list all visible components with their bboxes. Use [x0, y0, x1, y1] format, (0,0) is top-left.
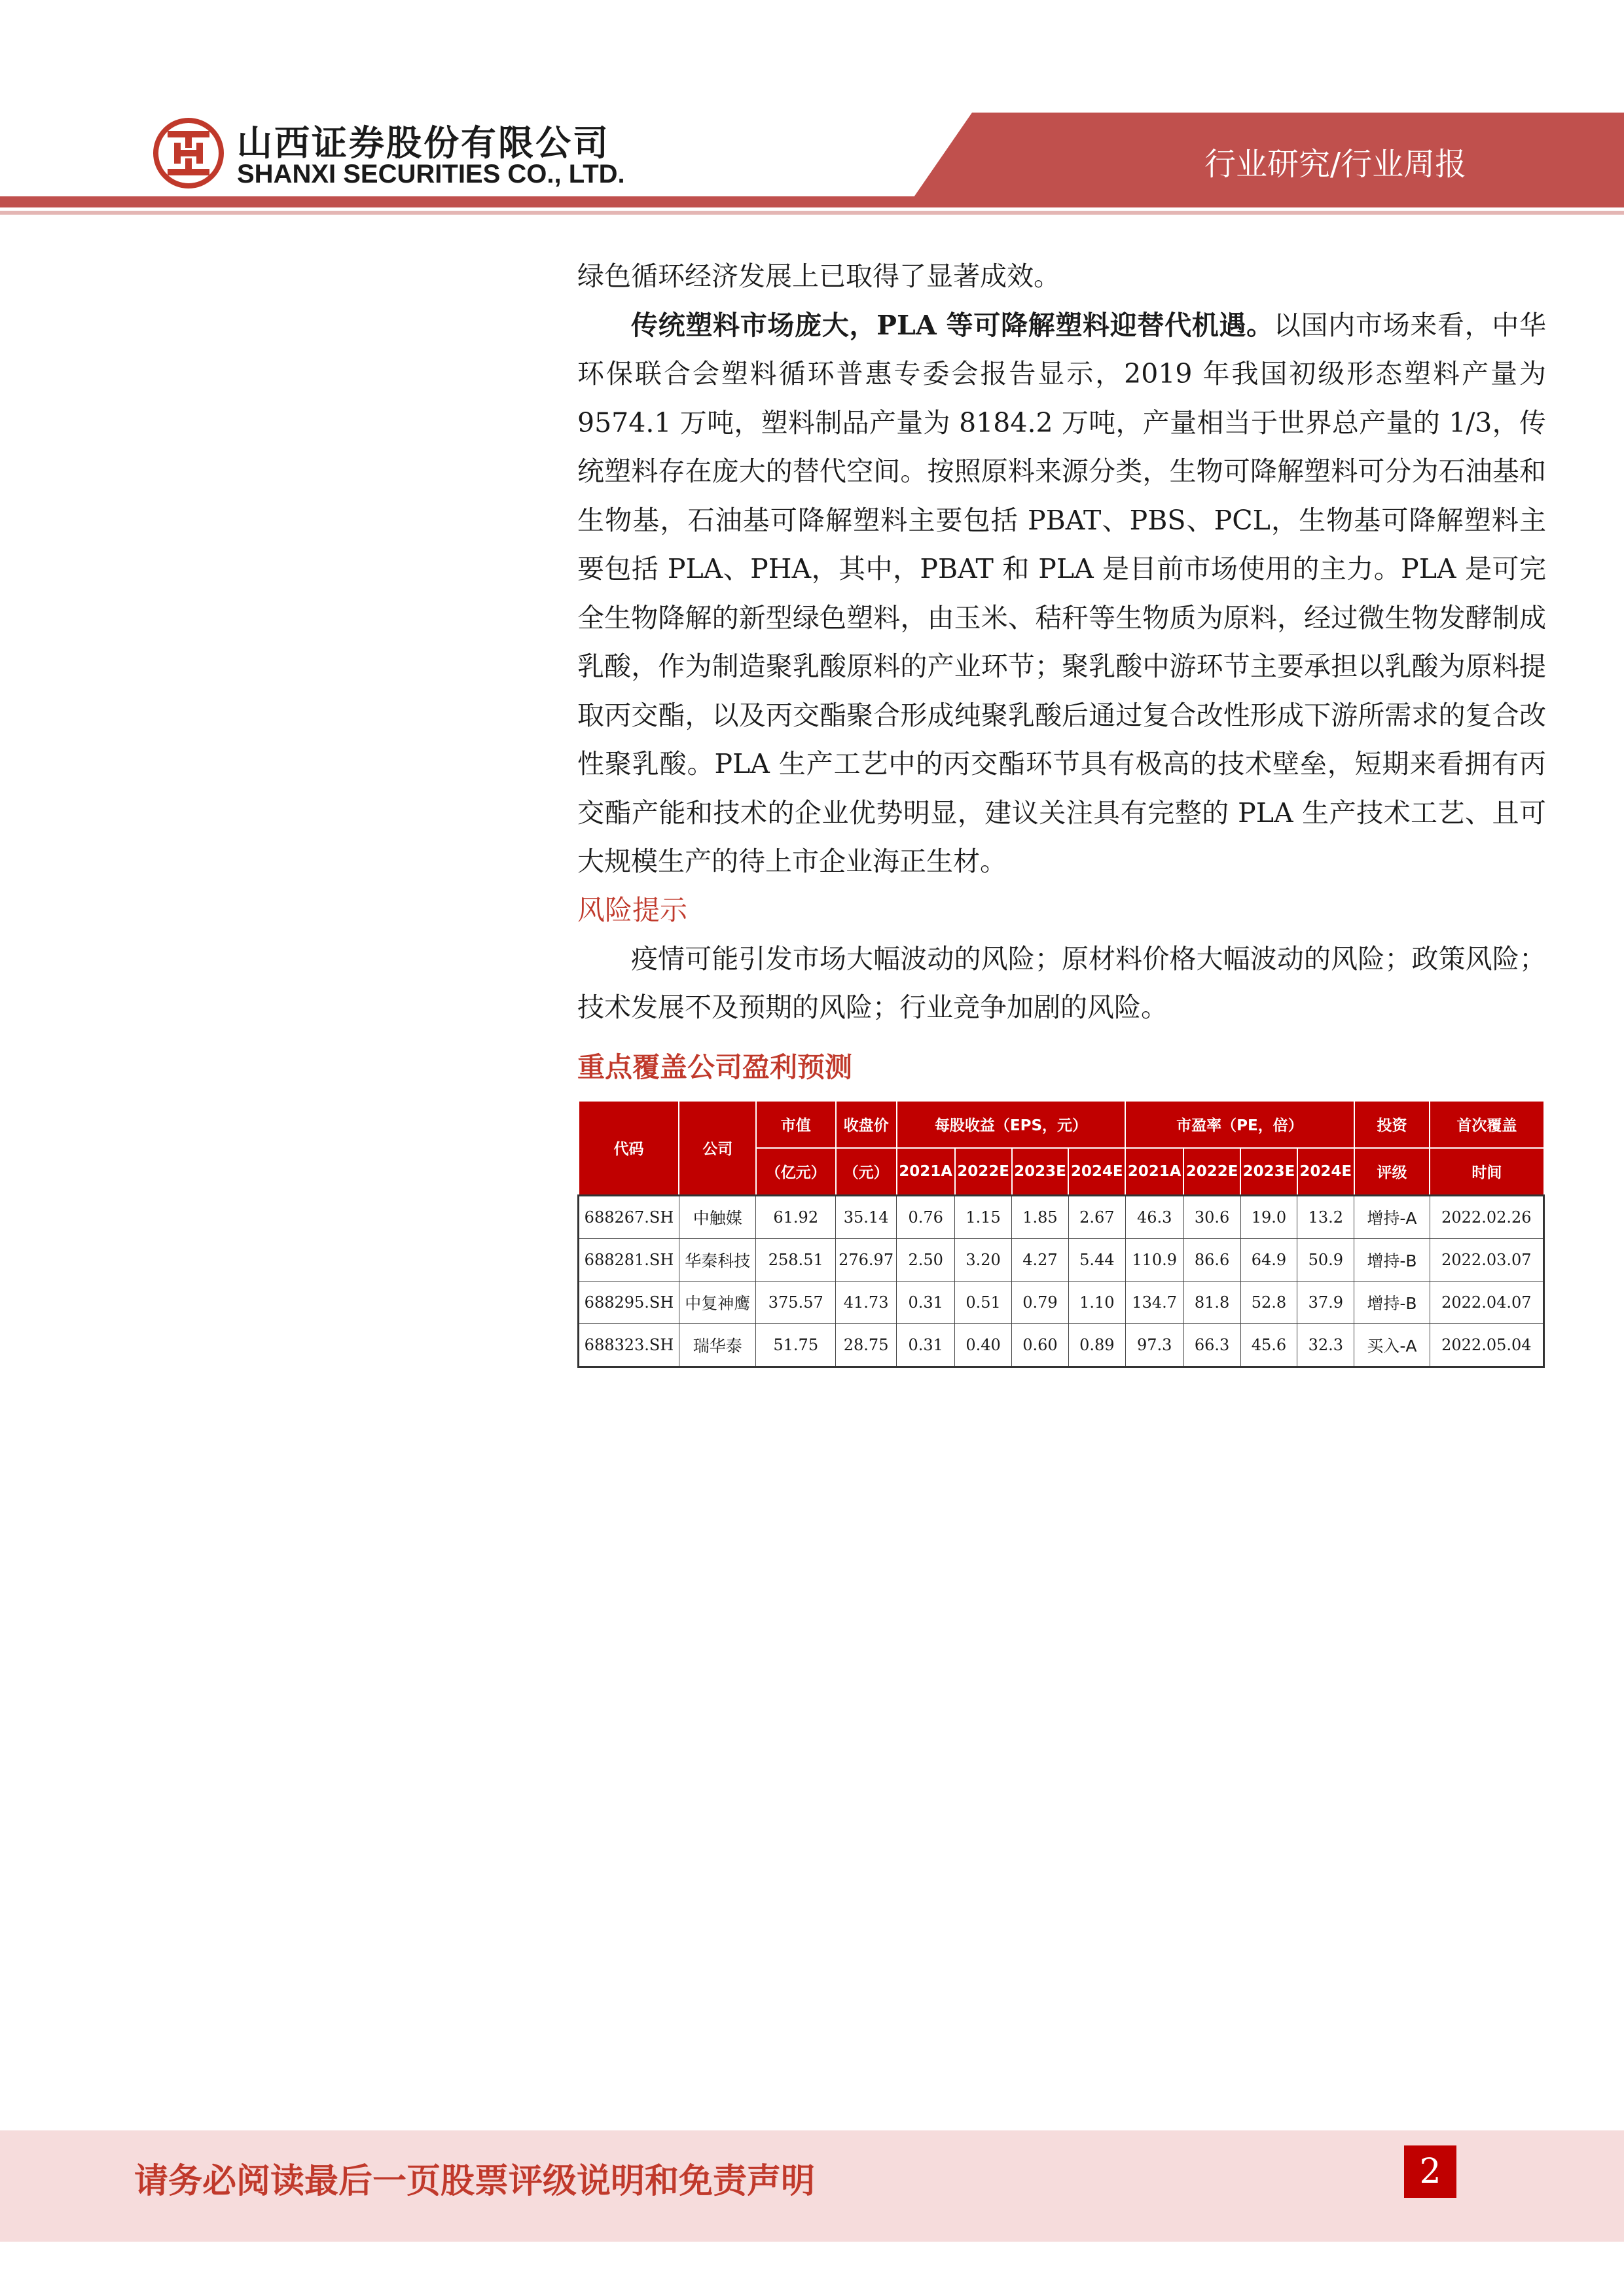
earnings-forecast-table	[577, 1100, 1545, 1368]
cell-date: 2022.05.04	[1430, 1323, 1543, 1367]
table-row	[579, 1281, 1544, 1323]
cell-mktcap: 375.57	[756, 1281, 836, 1323]
page-header	[0, 0, 1624, 216]
cell-eps: 0.31	[897, 1281, 955, 1323]
cell-eps: 0.31	[897, 1323, 955, 1367]
header-divider	[0, 196, 1624, 207]
header-pe-year: 2023E	[1240, 1148, 1297, 1196]
cell-rating: 增持-A	[1354, 1195, 1430, 1238]
table-row	[579, 1238, 1544, 1281]
paragraph-pla-opportunity	[577, 301, 1546, 886]
risk-paragraph: 疫情可能引发市场大幅波动的风险；原材料价格大幅波动的风险；政策风险；技术发展不及预期的风险；行业竞争加剧的风险。	[577, 942, 1546, 1023]
header-eps-year: 2021A	[897, 1148, 955, 1196]
cell-code: 688281.SH	[579, 1238, 679, 1281]
header-first-coverage-l2: 时间	[1430, 1148, 1543, 1196]
cell-code: 688295.SH	[579, 1281, 679, 1323]
cell-mktcap: 51.75	[756, 1323, 836, 1367]
paragraph-lead-bold: 传统塑料市场庞大，PLA 等可降解塑料迎替代机遇。	[631, 309, 1274, 341]
report-type-label: 行业研究/行业周报	[1204, 146, 1467, 183]
header-eps-group: 每股收益（EPS，元）	[897, 1101, 1126, 1148]
table-row	[579, 1323, 1544, 1367]
cell-eps: 0.79	[1012, 1281, 1069, 1323]
shanxi-securities-logo-icon	[152, 117, 225, 190]
cell-price: 276.97	[836, 1238, 897, 1281]
cell-eps: 0.51	[955, 1281, 1012, 1323]
cell-mktcap: 61.92	[756, 1195, 836, 1238]
cell-pe: 64.9	[1240, 1238, 1297, 1281]
cell-pe: 97.3	[1125, 1323, 1183, 1367]
header-rating-l2: 评级	[1354, 1148, 1430, 1196]
header-price-unit: （元）	[836, 1148, 897, 1196]
cell-eps: 1.85	[1012, 1195, 1069, 1238]
cell-date: 2022.02.26	[1430, 1195, 1543, 1238]
header-price: 收盘价	[836, 1101, 897, 1148]
cell-code: 688323.SH	[579, 1323, 679, 1367]
cell-pe: 32.3	[1297, 1323, 1354, 1367]
cell-eps: 3.20	[955, 1238, 1012, 1281]
cell-pe: 13.2	[1297, 1195, 1354, 1238]
cell-eps: 2.67	[1068, 1195, 1125, 1238]
cell-pe: 46.3	[1125, 1195, 1183, 1238]
paragraph-continued: 绿色循环经济发展上已取得了显著成效。	[577, 260, 1060, 292]
header-company: 公司	[679, 1101, 756, 1196]
cell-company: 中复神鹰	[679, 1281, 756, 1323]
cell-date: 2022.03.07	[1430, 1238, 1543, 1281]
cell-pe: 37.9	[1297, 1281, 1354, 1323]
cell-pe: 52.8	[1240, 1281, 1297, 1323]
header-first-coverage: 首次覆盖	[1430, 1101, 1543, 1148]
company-name-cn: 山西证券股份有限公司	[237, 122, 610, 164]
cell-company: 华秦科技	[679, 1238, 756, 1281]
main-content	[577, 252, 1546, 1368]
cell-pe: 110.9	[1125, 1238, 1183, 1281]
header-pe-year: 2021A	[1125, 1148, 1183, 1196]
table-row	[579, 1195, 1544, 1238]
cell-mktcap: 258.51	[756, 1238, 836, 1281]
page-number: 2	[1404, 2145, 1456, 2198]
cell-eps: 4.27	[1012, 1238, 1069, 1281]
cell-pe: 134.7	[1125, 1281, 1183, 1323]
cell-date: 2022.04.07	[1430, 1281, 1543, 1323]
header-divider-light	[0, 211, 1624, 215]
cell-pe: 81.8	[1183, 1281, 1240, 1323]
header-eps-year: 2024E	[1068, 1148, 1125, 1196]
cell-pe: 30.6	[1183, 1195, 1240, 1238]
cell-company: 瑞华泰	[679, 1323, 756, 1367]
header-eps-year: 2023E	[1012, 1148, 1069, 1196]
risk-section-title: 风险提示	[577, 893, 688, 926]
cell-eps: 0.40	[955, 1323, 1012, 1367]
header-mktcap: 市值	[756, 1101, 836, 1148]
cell-eps: 2.50	[897, 1238, 955, 1281]
cell-rating: 增持-B	[1354, 1281, 1430, 1323]
cell-price: 35.14	[836, 1195, 897, 1238]
cell-pe: 19.0	[1240, 1195, 1297, 1238]
cell-pe: 86.6	[1183, 1238, 1240, 1281]
cell-eps: 0.89	[1068, 1323, 1125, 1367]
cell-eps: 0.60	[1012, 1323, 1069, 1367]
cell-pe: 50.9	[1297, 1238, 1354, 1281]
cell-company: 中触媒	[679, 1195, 756, 1238]
cell-eps: 5.44	[1068, 1238, 1125, 1281]
header-code: 代码	[579, 1101, 679, 1196]
header-pe-group: 市盈率（PE，倍）	[1125, 1101, 1354, 1148]
company-name-en: SHANXI SECURITIES CO., LTD.	[237, 160, 625, 188]
header-pe-year: 2024E	[1297, 1148, 1354, 1196]
cell-rating: 增持-B	[1354, 1238, 1430, 1281]
cell-price: 28.75	[836, 1323, 897, 1367]
cell-pe: 66.3	[1183, 1323, 1240, 1367]
disclaimer-notice: 请务必阅读最后一页股票评级说明和免责声明	[134, 2162, 816, 2201]
cell-eps: 0.76	[897, 1195, 955, 1238]
header-rating: 投资	[1354, 1101, 1430, 1148]
cell-eps: 1.15	[955, 1195, 1012, 1238]
table-title: 重点覆盖公司盈利预测	[577, 1050, 853, 1083]
cell-price: 41.73	[836, 1281, 897, 1323]
cell-code: 688267.SH	[579, 1195, 679, 1238]
cell-pe: 45.6	[1240, 1323, 1297, 1367]
paragraph-body: 以国内市场来看，中华环保联合会塑料循环普惠专委会报告显示，2019 年我国初级形态塑料产量为 9574.1 万吨，塑料制品产量为 8184.2 万吨，产量相当于世界总产量的 1/3，传统塑料存在庞大的替代空间。按照原料来源分类，生物可降解塑料可分为石油基和生物基，石油基可降解塑料主要包括 PBAT、PBS、PCL，生物基可降解塑料主要包括 PLA、PHA，其中，PBAT 和 PLA 是目前市场使用的主力。PLA 是可完全生物降解的新型绿色塑料，由玉米、秸秆等生物质为原料，经过微生物发酵制成乳酸，作为制造聚乳酸原料的产业环节；聚乳酸中游环节主要承担以乳酸为原料提取丙交酯，以及丙交酯聚合形成纯聚乳酸后通过复合改性形成下游所需求的复合改性聚乳酸。PLA 生产工艺中的丙交酯环节具有极高的技术壁垒，短期来看拥有丙交酯产能和技术的企业优势明显，建议关注具有完整的 PLA 生产技术工艺、且可大规模生产的待上市企业海正生材。	[577, 309, 1546, 877]
header-mktcap-unit: （亿元）	[756, 1148, 836, 1196]
cell-rating: 买入-A	[1354, 1323, 1430, 1367]
header-pe-year: 2022E	[1183, 1148, 1240, 1196]
cell-eps: 1.10	[1068, 1281, 1125, 1323]
header-eps-year: 2022E	[955, 1148, 1012, 1196]
